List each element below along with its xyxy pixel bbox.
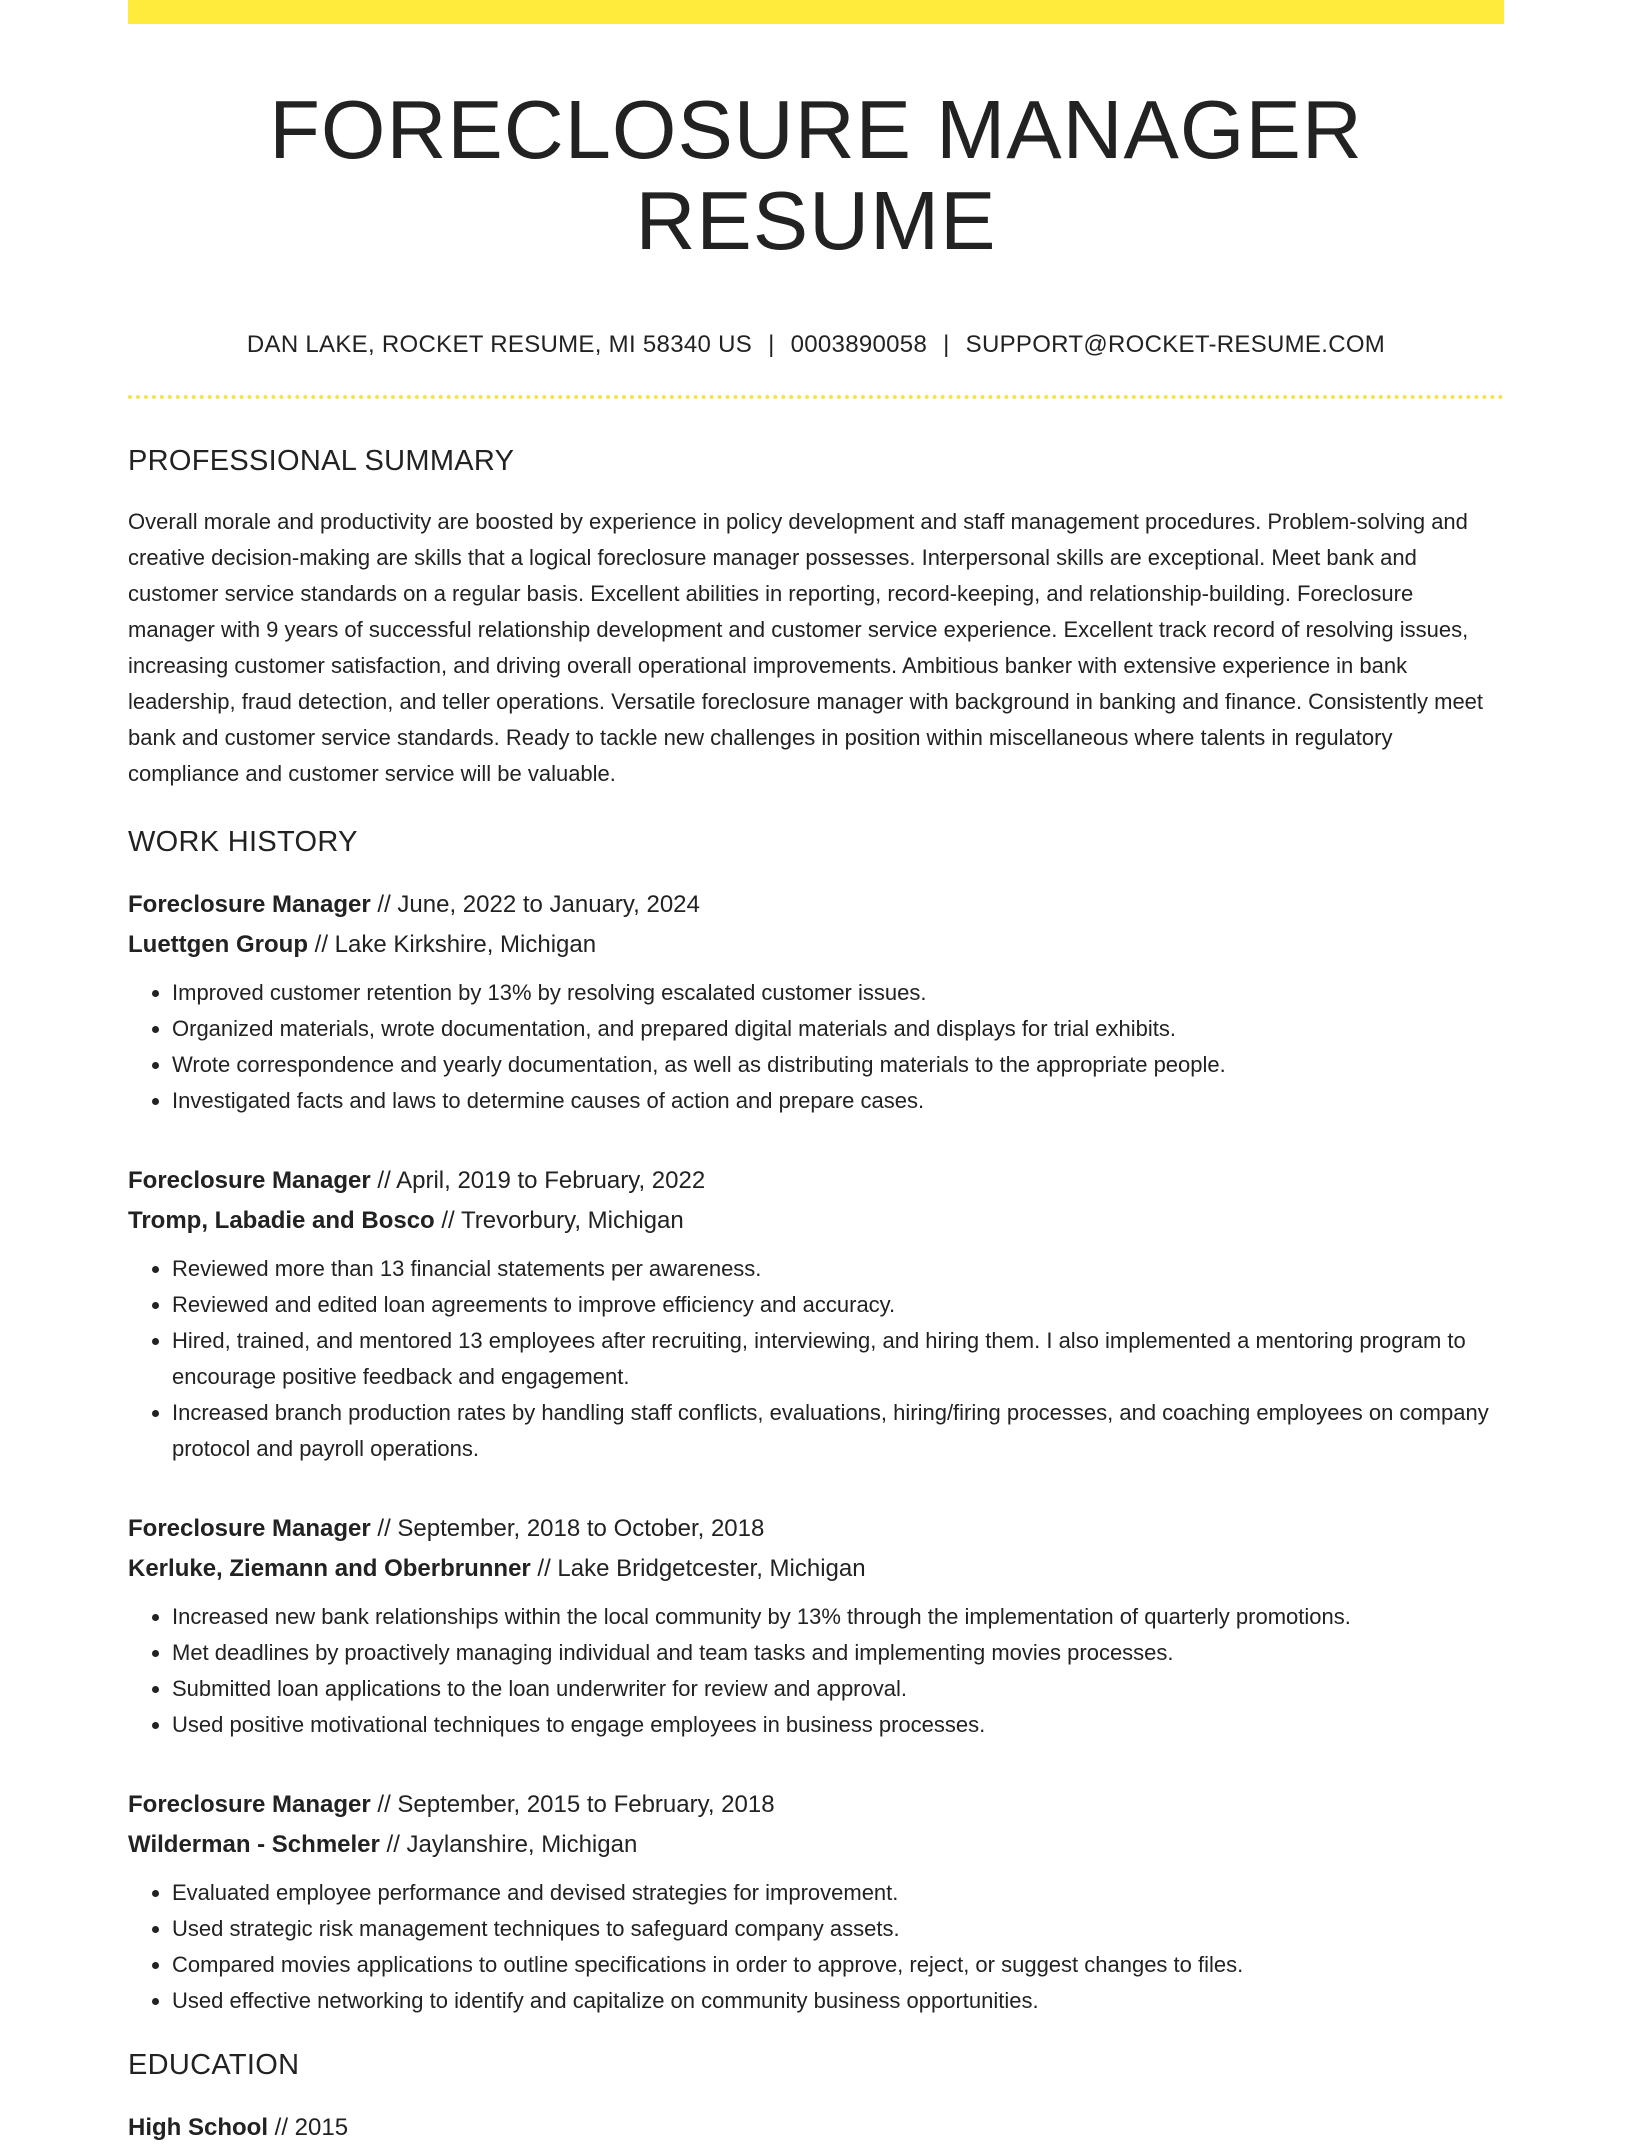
job-title: Foreclosure Manager — [128, 1514, 371, 1542]
list-item: • Increased branch production rates by handling staff conflicts, evaluations, hiring/firing processes, and coaching employees on company protocol and payroll operations. — [172, 1395, 1504, 1467]
job-bullets — [128, 1251, 1504, 1467]
dotted-divider — [128, 395, 1504, 399]
list-item: • Evaluated employee performance and devised strategies for improvement. — [172, 1875, 1504, 1911]
job-entry — [128, 885, 1504, 1119]
accent-bar — [128, 0, 1504, 24]
job-title: Foreclosure Manager — [128, 1790, 371, 1818]
job-entry — [128, 1785, 1504, 2019]
job-entry — [128, 1161, 1504, 1467]
job-company-line — [128, 1825, 1504, 1865]
list-item: • Compared movies applications to outline specifications in order to approve, reject, or suggest changes to files. — [172, 1947, 1504, 1983]
job-company: Luettgen Group — [128, 930, 308, 958]
job-company-line — [128, 1549, 1504, 1589]
job-dates: // June, 2022 to January, 2024 — [370, 890, 700, 918]
list-item: • Improved customer retention by 13% by resolving escalated customer issues. — [172, 975, 1504, 1011]
job-title-line — [128, 1785, 1504, 1825]
job-company: Tromp, Labadie and Bosco — [128, 1206, 435, 1234]
job-bullets — [128, 975, 1504, 1119]
list-item: • Met deadlines by proactively managing individual and team tasks and implementing movies processes. — [172, 1635, 1504, 1671]
job-bullets — [128, 1875, 1504, 2019]
list-item: • Used effective networking to identify and capitalize on community business opportunities. — [172, 1983, 1504, 2019]
education-heading: EDUCATION — [128, 2048, 300, 2081]
job-title-line — [128, 1161, 1504, 1201]
job-title: Foreclosure Manager — [128, 1166, 371, 1194]
contact-phone: 0003890058 — [790, 330, 928, 358]
education-school: High School — [128, 2113, 268, 2141]
job-company-line — [128, 925, 1504, 965]
job-location: // Lake Bridgetcester, Michigan — [530, 1554, 866, 1582]
education-entry — [128, 2108, 1504, 2148]
job-company: Wilderman - Schmeler — [128, 1830, 380, 1858]
work-history-heading: WORK HISTORY — [128, 825, 358, 858]
job-location: // Trevorbury, Michigan — [434, 1206, 684, 1234]
summary-text: Overall morale and productivity are boosted by experience in policy development and staff management procedures. Problem-solving and creative decision-making are skills that a logical foreclosure manager possesses. Interpersonal skills are exceptional. Meet bank and customer service standards on a regular basis. Excellent abilities in reporting, record-keeping, and relationship-building. Foreclosure manager with 9 years of successful relationship development and customer service experience. Excellent track record of resolving issues, increasing customer satisfaction, and driving overall operational improvements. Ambitious banker with extensive experience in bank leadership, fraud detection, and teller operations. Versatile foreclosure manager with background in banking and finance. Consistently meet bank and customer service standards. Ready to tackle new challenges in position within miscellaneous where talents in regulatory compliance and customer service will be valuable. — [128, 508, 1484, 786]
list-item: • Wrote correspondence and yearly documentation, as well as distributing materials to the appropriate people. — [172, 1047, 1504, 1083]
job-dates: // September, 2015 to February, 2018 — [370, 1790, 775, 1818]
job-title-line — [128, 1509, 1504, 1549]
job-dates: // April, 2019 to February, 2022 — [370, 1166, 706, 1194]
list-item: • Submitted loan applications to the loan underwriter for review and approval. — [172, 1671, 1504, 1707]
page-title: FORECLOSURE MANAGER RESUME — [269, 83, 1363, 268]
job-title: Foreclosure Manager — [128, 890, 371, 918]
job-bullets — [128, 1599, 1504, 1743]
job-dates: // September, 2018 to October, 2018 — [370, 1514, 765, 1542]
contact-separator: | — [768, 330, 775, 358]
list-item: • Hired, trained, and mentored 13 employees after recruiting, interviewing, and hiring them. I also implemented a mentoring program to encourage positive feedback and engagement. — [172, 1323, 1504, 1395]
list-item: • Used strategic risk management techniques to safeguard company assets. — [172, 1911, 1504, 1947]
job-entry — [128, 1509, 1504, 1743]
job-location: // Lake Kirkshire, Michigan — [307, 930, 597, 958]
job-company-line — [128, 1201, 1504, 1241]
contact-email: SUPPORT@ROCKET-RESUME.COM — [965, 330, 1386, 358]
contact-separator: | — [943, 330, 950, 358]
list-item: • Increased new bank relationships within the local community by 13% through the implementation of quarterly promotions. — [172, 1599, 1504, 1635]
list-item: • Used positive motivational techniques to engage employees in business processes. — [172, 1707, 1504, 1743]
list-item: • Investigated facts and laws to determine causes of action and prepare cases. — [172, 1083, 1504, 1119]
job-company: Kerluke, Ziemann and Oberbrunner — [128, 1554, 531, 1582]
resume-page — [128, 0, 1504, 2148]
list-item: • Organized materials, wrote documentation, and prepared digital materials and displays for trial exhibits. — [172, 1011, 1504, 1047]
contact-address: DAN LAKE, ROCKET RESUME, MI 58340 US — [246, 330, 753, 358]
list-item: • Reviewed and edited loan agreements to improve efficiency and accuracy. — [172, 1287, 1504, 1323]
contact-line — [128, 331, 1504, 359]
education-year: // 2015 — [268, 2113, 349, 2141]
job-title-line — [128, 885, 1504, 925]
list-item: • Reviewed more than 13 financial statements per awareness. — [172, 1251, 1504, 1287]
job-location: // Jaylanshire, Michigan — [379, 1830, 638, 1858]
summary-heading: PROFESSIONAL SUMMARY — [128, 444, 515, 477]
